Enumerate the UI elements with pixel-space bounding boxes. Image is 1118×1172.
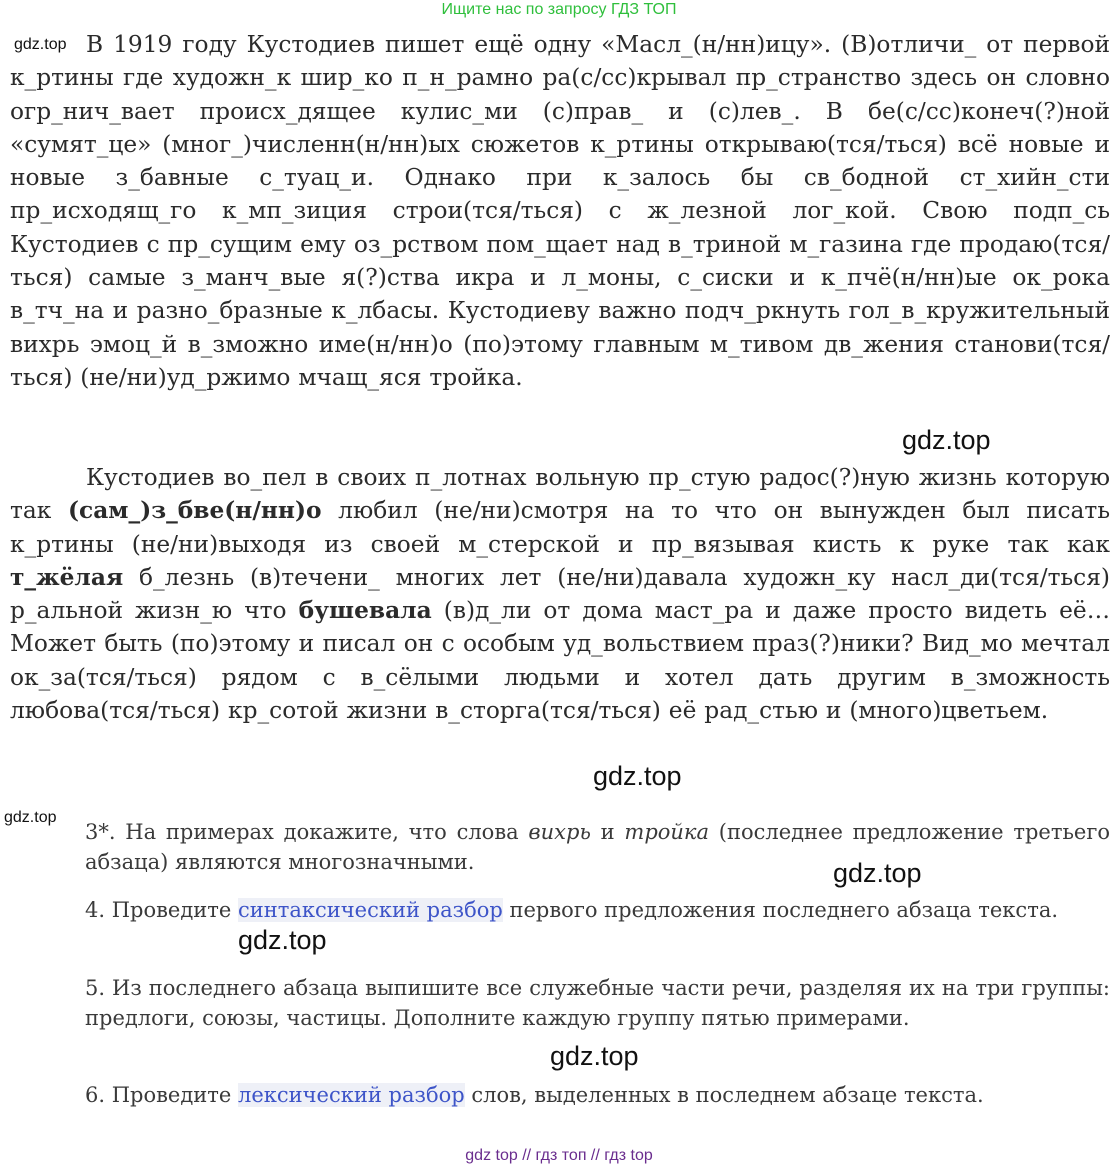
watermark-small-1: gdz.top: [14, 36, 67, 53]
task-3-text-3: (последнее предложение третьего абзаца) являются многозначными.: [85, 820, 1110, 874]
watermark-big-4: gdz.top: [238, 925, 327, 955]
task-4-text-1: 4. Проведите: [85, 898, 239, 922]
task-3-italic-1: вихрь: [528, 820, 591, 844]
paragraph-2: [10, 461, 1110, 727]
bold-word-3: бушевала: [298, 597, 432, 625]
top-banner: Ищите нас по запросу ГДЗ ТОП: [441, 1, 677, 18]
task-3-italic-2: тройка: [624, 820, 709, 844]
task-3: [85, 817, 1110, 877]
lexical-analysis-link[interactable]: лексический разбор: [238, 1083, 465, 1107]
watermark-big-3: gdz.top: [833, 858, 922, 888]
paragraph-1: [10, 28, 1110, 394]
task-4: [85, 895, 1110, 925]
task-3-text-2: и: [590, 820, 625, 844]
task-3-text-1: 3*. На примерах докажите, что слова: [85, 820, 529, 844]
watermark-big-2: gdz.top: [593, 761, 682, 791]
task-6: [85, 1080, 1110, 1110]
watermark-big-5: gdz.top: [550, 1041, 639, 1071]
paragraph-2-text-1: Кустодиев во_пел в своих п_лотнах вольную пр_стую радос(?)ную жизнь которую так: [10, 464, 1110, 525]
paragraph-2-text-2: любил (не/ни)смотря на то что он вынужден был писать к_ртины (не/ни)выходя из своей м_стерской и пр_вязывая кисть к руке так как: [10, 497, 1110, 558]
watermark-big-1: gdz.top: [902, 425, 991, 455]
syntax-analysis-link[interactable]: синтаксический разбор: [238, 898, 503, 922]
bold-word-1: (сам_)з_бве(н/нн)о: [68, 497, 322, 525]
paragraph-2-text-3: б_лезнь (в)течени_ многих лет (не/ни)давала художн_ку насл_ди(тся/ться) р_альной жизн_ю что: [10, 563, 1110, 625]
paragraph-2-text-4: (в)д_ли от дома маст_ра и даже просто видеть её… Может быть (по)этому и писал он с особым уд_вольствием праз(?)ники? Вид_мо мечтал ок_за(тся/ться) рядом с в_сёлыми людьми и хотел дать другим в_зможность любова(тся/ться) кр_сотой жизни в_сторга(тся/ться) её рад_стью и (много)цветьем.: [10, 597, 1110, 725]
bold-word-2: т_жёлая: [10, 563, 124, 591]
task-6-text-2: слов, выделенных в последнем абзаце текста.: [464, 1083, 984, 1107]
footer: gdz top // гдз топ // гдз top: [465, 1147, 653, 1164]
task-6-text-1: 6. Проведите: [85, 1083, 239, 1107]
task-5: 5. Из последнего абзаца выпишите все служебные части речи, разделяя их на три группы: предлоги, союзы, частицы. Дополните каждую группу пятью примерами.: [85, 976, 1110, 1030]
task-4-text-2: первого предложения последнего абзаца текста.: [502, 898, 1059, 922]
paragraph-1-text: В 1919 году Кустодиев пишет ещё одну «Масл_(н/нн)ицу». (В)отличи_ от первой к_ртины где художн_к шир_ко п_н_рамно ра(с/сс)крывал пр_странство здесь он словно огр_нич_вает происх_дящее кулис_ми (с)прав_ и (с)лев_. В бе(с/сс)конеч(?)ной «сумят_це» (мног_)численн(н/нн)ых сюжетов к_ртины открываю(тся/ться) всё новые и новые з_бавные с_туац_и. Однако при к_залось бы св_бодной ст_хийн_сти пр_исходящ_го к_мп_зиция строи(тся/ться) с ж_лезной лог_кой. Свою подп_сь Кустодиев с пр_сущим ему оз_рством пом_щает над в_триной м_газина где продаю(тся/ться) самые з_манч_вые я(?)ства икра и л_моны, с_сиски и к_пчё(н/нн)ые ок_рока в_тч_на и разно_бразные к_лбасы. Кустодиеву важно подч_ркнуть гол_в_кружительный вихрь эмоц_й в_зможно име(н/нн)о (по)этому главным м_тивом дв_жения станови(тся/ться) (не/ни)уд_ржимо мчащ_яся тройка.: [10, 31, 1110, 391]
watermark-small-2: gdz.top: [4, 809, 57, 826]
